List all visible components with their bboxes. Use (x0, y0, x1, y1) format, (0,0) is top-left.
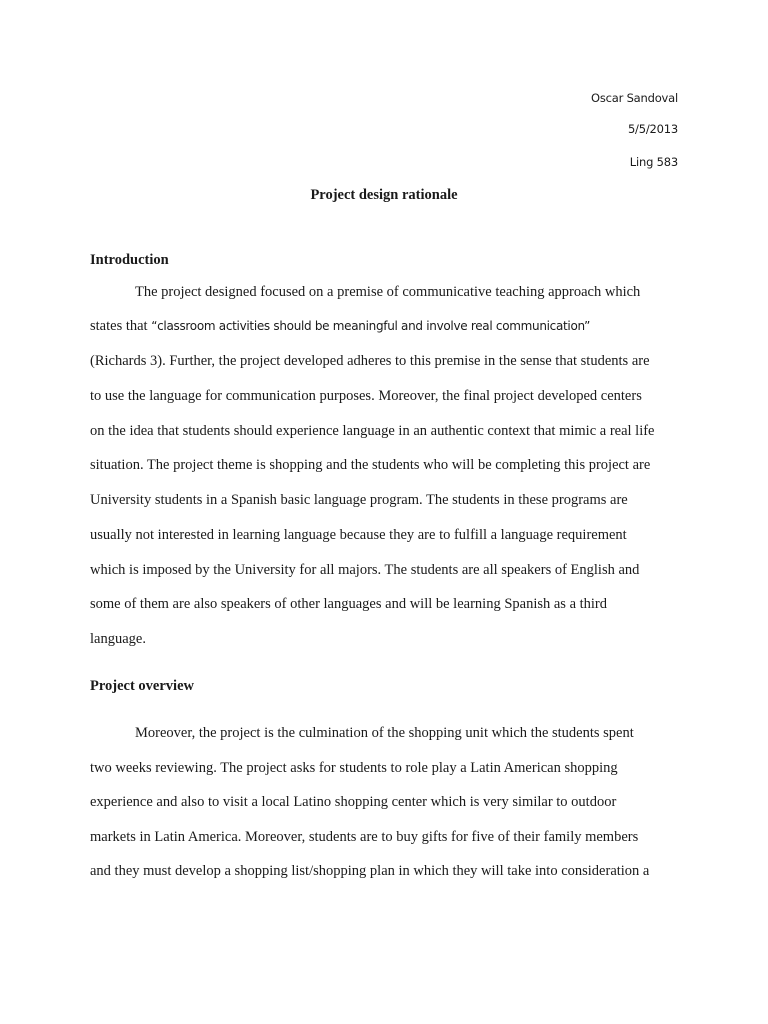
paragraph-line: which is imposed by the University for all majors. The students are all speakers of English and (90, 562, 640, 578)
paragraph-line: language. (90, 631, 146, 647)
paragraph-line: The project designed focused on a premise of communicative teaching approach which (135, 284, 641, 300)
paragraph-line: on the idea that students should experience language in an authentic context that mimic a real life (90, 423, 655, 439)
paragraph-line: two weeks reviewing. The project asks for students to role play a Latin American shopping (90, 760, 618, 776)
paragraph-line: situation. The project theme is shopping and the students who will be completing this project are (90, 457, 651, 473)
author-name: Oscar Sandoval (590, 91, 678, 105)
paragraph-line: experience and also to visit a local Latino shopping center which is very similar to outdoor (90, 794, 617, 810)
paragraph-line: Moreover, the project is the culmination of the shopping unit which the students spent (135, 725, 634, 741)
course-code: Ling 583 (629, 155, 678, 169)
paragraph-line: (Richards 3). Further, the project developed adheres to this premise in the sense that students are (90, 353, 650, 369)
paragraph-line (90, 318, 590, 335)
section-heading-introduction: Introduction (90, 252, 169, 268)
paragraph-line-lead: states that (90, 318, 148, 334)
quoted-text: “classroom activities should be meaningful and involve real communication” (151, 319, 591, 333)
paragraph-line: and they must develop a shopping list/shopping plan in which they will take into consideration a (90, 863, 650, 879)
paragraph-line: University students in a Spanish basic language program. The students in these programs are (90, 492, 628, 508)
paragraph-line: usually not interested in learning language because they are to fulfill a language requirement (90, 527, 627, 543)
paragraph-line: markets in Latin America. Moreover, students are to buy gifts for five of their family members (90, 829, 639, 845)
paragraph-line: some of them are also speakers of other languages and will be learning Spanish as a third (90, 596, 608, 612)
section-heading-project-overview: Project overview (90, 678, 194, 694)
paragraph-line: to use the language for communication purposes. Moreover, the final project developed centers (90, 388, 642, 404)
document-title: Project design rationale (310, 187, 458, 203)
document-date: 5/5/2013 (627, 122, 678, 136)
